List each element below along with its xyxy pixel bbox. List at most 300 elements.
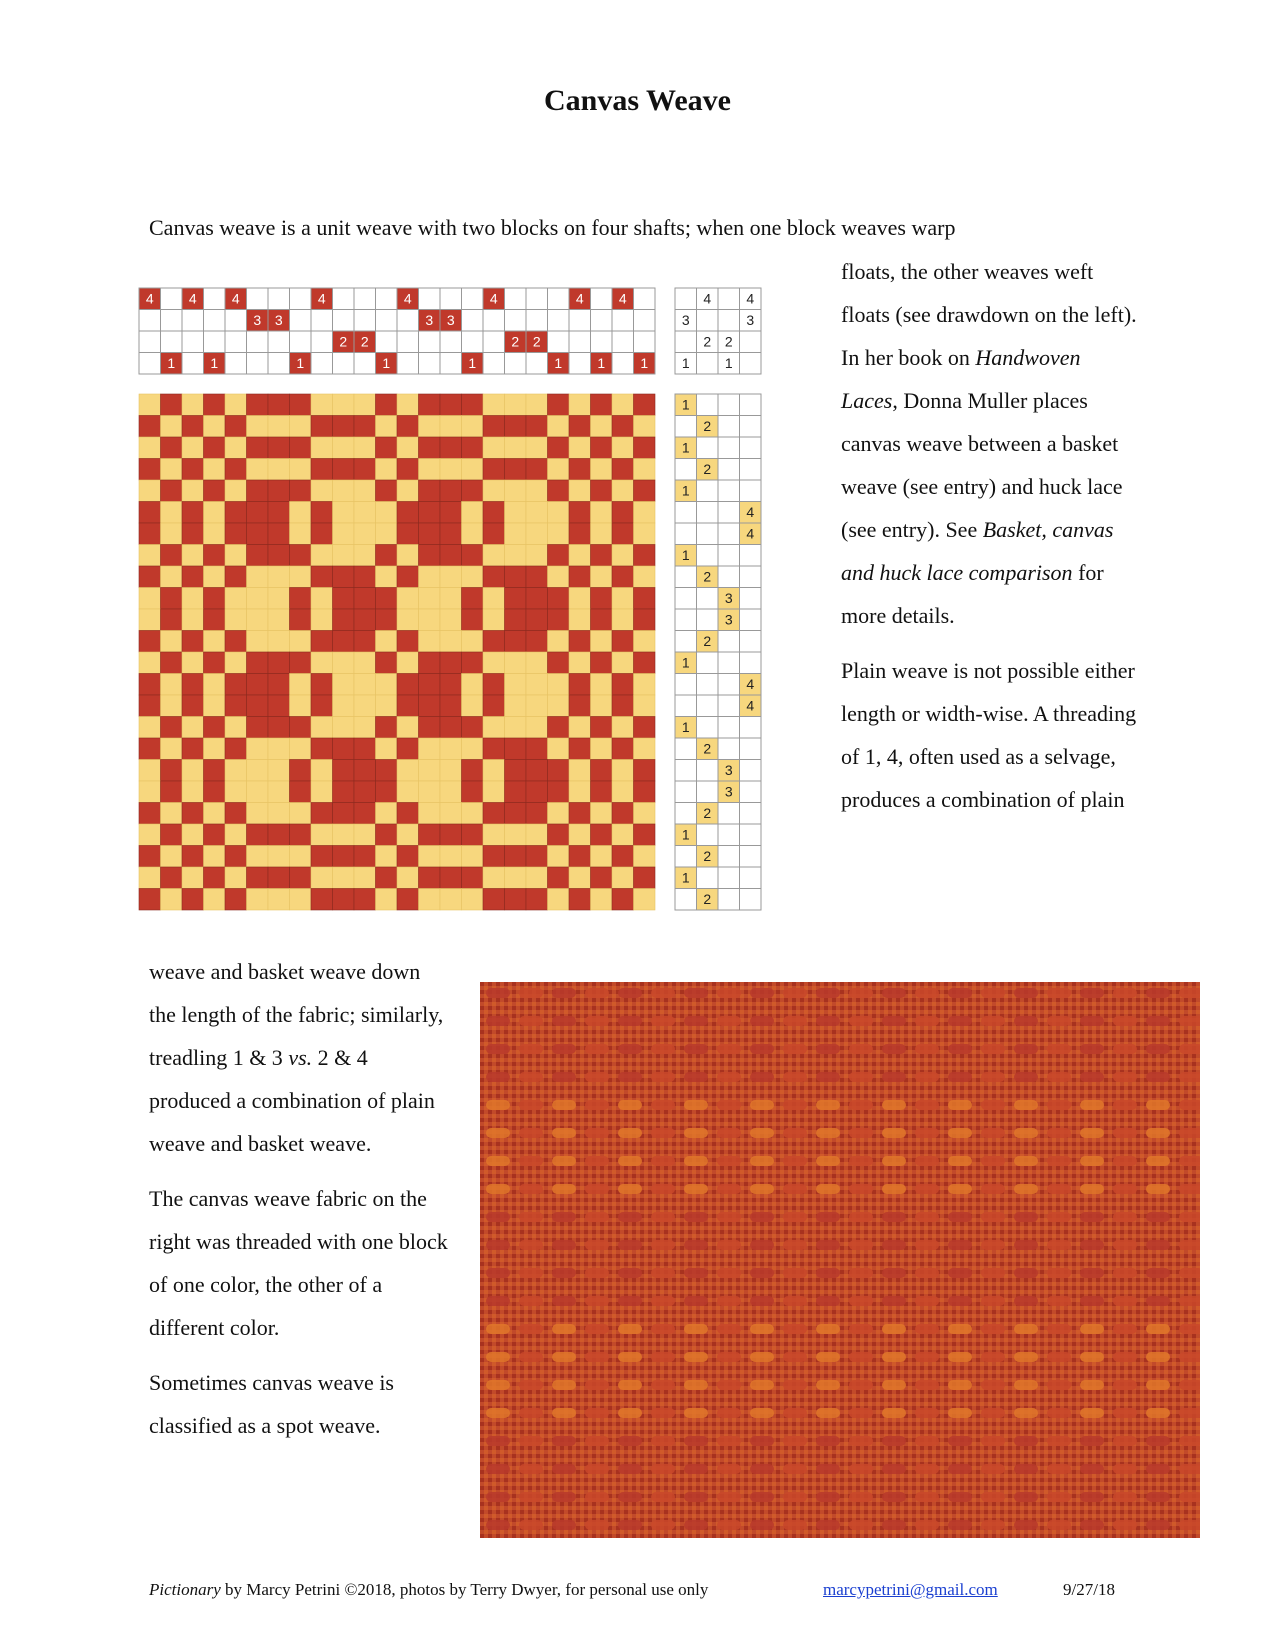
drawdown-cell <box>182 437 204 459</box>
fabric-float <box>1146 1380 1170 1390</box>
drawdown-cell <box>290 523 312 545</box>
fabric-float <box>651 1380 675 1390</box>
drawdown-cell <box>505 674 527 696</box>
drawdown-cell <box>225 803 247 825</box>
fabric-float <box>684 988 708 998</box>
threading-cell <box>526 353 548 375</box>
drawdown-cell <box>505 437 527 459</box>
fabric-float <box>915 1044 939 1054</box>
threading-cell <box>376 331 398 353</box>
drawdown-cell <box>505 566 527 588</box>
drawdown-cell <box>204 695 226 717</box>
fabric-float <box>1080 1184 1104 1194</box>
drawdown-cell <box>182 502 204 524</box>
threading-cell <box>591 331 613 353</box>
fabric-float <box>816 1072 840 1082</box>
drawdown-cell <box>419 695 441 717</box>
tieup-number: 2 <box>724 333 733 350</box>
fabric-float <box>1113 1408 1137 1418</box>
threading-cell <box>397 331 419 353</box>
drawdown-cell <box>462 717 484 739</box>
treadling-cell <box>740 416 762 438</box>
drawdown-cell <box>268 480 290 502</box>
drawdown-cell <box>483 545 505 567</box>
fabric-float <box>1014 1044 1038 1054</box>
tieup-cell <box>675 288 697 310</box>
fabric-float <box>1047 1380 1071 1390</box>
drawdown-cell <box>204 717 226 739</box>
drawdown-cell <box>354 803 376 825</box>
drawdown-cell <box>634 566 656 588</box>
fabric-float <box>486 1100 510 1110</box>
drawdown-cell <box>548 781 570 803</box>
fabric-float <box>1047 1464 1071 1474</box>
drawdown-cell <box>612 803 634 825</box>
treadling-cell <box>740 459 762 481</box>
drawdown-cell <box>569 738 591 760</box>
drawdown-cell <box>311 846 333 868</box>
fabric-float <box>486 1184 510 1194</box>
fabric-float <box>486 1408 510 1418</box>
drawdown-cell <box>139 437 161 459</box>
fabric-float <box>486 1464 510 1474</box>
treadling-cell <box>697 545 719 567</box>
fabric-float <box>948 1240 972 1250</box>
drawdown-cell <box>526 674 548 696</box>
threading-cell <box>268 288 290 310</box>
treadling-cell <box>697 674 719 696</box>
drawdown-cell <box>548 459 570 481</box>
treadling-cell <box>718 631 740 653</box>
threading-cell <box>290 331 312 353</box>
fabric-float <box>915 1436 939 1446</box>
fabric-float <box>519 1100 543 1110</box>
fabric-float <box>585 1520 609 1530</box>
fabric-float <box>1146 1100 1170 1110</box>
drawdown-cell <box>161 846 183 868</box>
threading-cell <box>526 310 548 332</box>
fabric-float <box>651 988 675 998</box>
fabric-float <box>486 1492 510 1502</box>
drawdown-cell <box>182 889 204 911</box>
drawdown-cell <box>161 695 183 717</box>
threading-number: 2 <box>532 333 541 350</box>
drawdown-cell <box>397 394 419 416</box>
fabric-float <box>750 1072 774 1082</box>
drawdown-cell <box>505 416 527 438</box>
fabric-float <box>552 1380 576 1390</box>
fabric-float <box>783 1352 807 1362</box>
fabric-float <box>717 1016 741 1026</box>
drawdown-cell <box>333 760 355 782</box>
drawdown-cell <box>505 652 527 674</box>
drawdown-cell <box>139 674 161 696</box>
threading-cell <box>397 310 419 332</box>
tieup-number: 4 <box>703 290 712 307</box>
fabric-float <box>1179 1520 1200 1530</box>
drawdown-cell <box>268 609 290 631</box>
fabric-float <box>618 1100 642 1110</box>
drawdown-cell <box>569 523 591 545</box>
drawdown-cell <box>290 459 312 481</box>
threading-cell <box>419 353 441 375</box>
fabric-float <box>684 1100 708 1110</box>
fabric-float <box>1113 1352 1137 1362</box>
treadling-cell <box>740 803 762 825</box>
drawdown-cell <box>397 781 419 803</box>
drawdown-cell <box>376 695 398 717</box>
drawdown-cell <box>247 566 269 588</box>
drawdown-cell <box>376 760 398 782</box>
fabric-float <box>981 1128 1005 1138</box>
fabric-float <box>519 1156 543 1166</box>
fabric-float <box>882 1492 906 1502</box>
drawdown-cell <box>397 652 419 674</box>
drawdown-cell <box>505 867 527 889</box>
drawdown-cell <box>204 459 226 481</box>
drawdown-cell <box>462 631 484 653</box>
drawdown-cell <box>354 394 376 416</box>
treadling-cell <box>675 695 697 717</box>
fabric-float <box>585 1184 609 1194</box>
drawdown-cell <box>311 459 333 481</box>
drawdown-cell <box>483 717 505 739</box>
fabric-float <box>1146 1128 1170 1138</box>
drawdown-cell <box>225 674 247 696</box>
drawdown-cell <box>161 781 183 803</box>
drawdown-cell <box>161 609 183 631</box>
left-paragraph-1: weave and basket weave down the length of the fabric; similarly, treadling 1 & 3 vs. 2 & 4 produced a combination of plain weave and basket weave. <box>149 959 444 1156</box>
drawdown-cell <box>268 846 290 868</box>
drawdown-cell <box>591 695 613 717</box>
drawdown-cell <box>505 631 527 653</box>
fabric-float <box>618 1520 642 1530</box>
tieup-grid <box>675 288 761 374</box>
drawdown-cell <box>548 545 570 567</box>
threading-cell <box>311 310 333 332</box>
treadling-cell <box>718 824 740 846</box>
drawdown-cell <box>612 824 634 846</box>
drawdown-cell <box>483 480 505 502</box>
drawdown-cell <box>225 889 247 911</box>
fabric-float <box>816 1464 840 1474</box>
fabric-float <box>981 988 1005 998</box>
threading-cell <box>462 331 484 353</box>
drawdown-cell <box>333 824 355 846</box>
fabric-float <box>585 1044 609 1054</box>
drawdown-cell <box>225 523 247 545</box>
treadling-cell <box>740 631 762 653</box>
fabric-float <box>783 1016 807 1026</box>
fabric-float <box>1047 1324 1071 1334</box>
fabric-float <box>1047 1128 1071 1138</box>
fabric-float <box>882 988 906 998</box>
fabric-float <box>585 1464 609 1474</box>
threading-cell <box>440 331 462 353</box>
fabric-float <box>585 1352 609 1362</box>
fabric-float <box>750 1408 774 1418</box>
footer-book-title: Pictionary <box>149 1580 221 1599</box>
fabric-float <box>1014 1464 1038 1474</box>
drawdown-cell <box>204 416 226 438</box>
drawdown-cell <box>268 588 290 610</box>
fabric-float <box>1080 1268 1104 1278</box>
drawdown-cell <box>591 545 613 567</box>
threading-cell <box>376 310 398 332</box>
fabric-float <box>816 1380 840 1390</box>
drawdown-cell <box>591 437 613 459</box>
drawdown-cell <box>569 588 591 610</box>
fabric-float <box>519 1072 543 1082</box>
treadling-cell <box>697 867 719 889</box>
drawdown-cell <box>247 459 269 481</box>
fabric-float <box>717 1156 741 1166</box>
treadling-cell <box>718 416 740 438</box>
drawdown-cell <box>548 437 570 459</box>
threading-cell <box>419 288 441 310</box>
threading-cell <box>612 331 634 353</box>
fabric-float <box>585 1408 609 1418</box>
drawdown-cell <box>548 867 570 889</box>
threading-cell <box>333 310 355 332</box>
fabric-float <box>519 1016 543 1026</box>
fabric-float <box>552 1520 576 1530</box>
fabric-float <box>882 1156 906 1166</box>
threading-number: 4 <box>618 290 627 307</box>
threading-number: 1 <box>640 355 649 371</box>
fabric-float <box>882 1072 906 1082</box>
drawdown-cell <box>569 437 591 459</box>
drawdown-cell <box>505 609 527 631</box>
drawdown-cell <box>311 588 333 610</box>
fabric-float <box>783 1492 807 1502</box>
threading-cell <box>440 353 462 375</box>
fabric-float <box>783 1184 807 1194</box>
drawdown-cell <box>182 803 204 825</box>
fabric-float <box>717 1212 741 1222</box>
fabric-float <box>1047 1268 1071 1278</box>
treadling-cell <box>675 416 697 438</box>
fabric-float <box>1179 1408 1200 1418</box>
drawdown-cell <box>311 502 333 524</box>
drawdown-cell <box>268 437 290 459</box>
drawdown-cell <box>548 760 570 782</box>
treadling-cell <box>697 695 719 717</box>
fabric-float <box>651 1324 675 1334</box>
drawdown-cell <box>440 609 462 631</box>
drawdown-cell <box>526 437 548 459</box>
drawdown-cell <box>290 609 312 631</box>
threading-cell <box>612 353 634 375</box>
fabric-float <box>651 1212 675 1222</box>
fabric-float <box>684 1520 708 1530</box>
drawdown-cell <box>354 781 376 803</box>
drawdown-cell <box>526 416 548 438</box>
page-title: Canvas Weave <box>544 84 731 117</box>
drawdown-cell <box>612 760 634 782</box>
fabric-float <box>1014 988 1038 998</box>
fabric-float <box>618 988 642 998</box>
fabric-float <box>585 1492 609 1502</box>
drawdown-cell <box>483 781 505 803</box>
fabric-float <box>948 1408 972 1418</box>
drawdown-cell <box>311 760 333 782</box>
drawdown-cell <box>397 867 419 889</box>
drawdown-cell <box>333 846 355 868</box>
drawdown-cell <box>419 717 441 739</box>
treadling-cell <box>718 867 740 889</box>
drawdown-cell <box>225 609 247 631</box>
drawdown-cell <box>440 502 462 524</box>
drawdown-cell <box>311 545 333 567</box>
threading-cell <box>161 288 183 310</box>
left-paragraph-2: The canvas weave fabric on the right was threaded with one block of one color, the other of a different color. <box>149 1186 448 1340</box>
drawdown-cell <box>419 416 441 438</box>
drawdown-cell <box>247 437 269 459</box>
fabric-float <box>1047 1212 1071 1222</box>
drawdown-cell <box>591 480 613 502</box>
drawdown-cell <box>333 674 355 696</box>
fabric-float <box>816 1156 840 1166</box>
fabric-float <box>1146 1464 1170 1474</box>
drawdown-cell <box>440 394 462 416</box>
drawdown-cell <box>397 523 419 545</box>
drawdown-cell <box>612 545 634 567</box>
drawdown-cell <box>612 889 634 911</box>
fabric-float <box>1146 1436 1170 1446</box>
drawdown-cell <box>440 824 462 846</box>
fabric-float <box>981 1044 1005 1054</box>
threading-number: 1 <box>468 355 477 371</box>
treadling-number: 1 <box>681 439 690 456</box>
treadling-cell <box>718 803 740 825</box>
drawdown-cell <box>419 803 441 825</box>
drawdown-cell <box>247 674 269 696</box>
drawdown-cell <box>139 652 161 674</box>
drawdown-cell <box>397 416 419 438</box>
drawdown-cell <box>354 867 376 889</box>
fabric-float <box>1146 1520 1170 1530</box>
fabric-float <box>915 1380 939 1390</box>
fabric-float <box>750 1128 774 1138</box>
treadling-number: 4 <box>746 697 755 714</box>
tieup-cell <box>718 288 740 310</box>
treadling-cell <box>718 695 740 717</box>
drawdown-cell <box>548 394 570 416</box>
threading-cell <box>139 331 161 353</box>
treadling-number: 2 <box>703 848 712 864</box>
fabric-float <box>750 1100 774 1110</box>
fabric-float <box>981 1212 1005 1222</box>
drawdown-cell <box>440 846 462 868</box>
tieup-cell <box>740 353 762 375</box>
fabric-float <box>717 1408 741 1418</box>
fabric-float <box>915 1128 939 1138</box>
footer-date: 9/27/18 <box>1063 1580 1115 1599</box>
drawdown-grid <box>139 394 655 910</box>
treadling-cell <box>697 523 719 545</box>
fabric-float <box>948 1212 972 1222</box>
drawdown-cell <box>419 523 441 545</box>
fabric-float <box>1146 988 1170 998</box>
fabric-float <box>783 1436 807 1446</box>
drawdown-cell <box>526 545 548 567</box>
threading-cell <box>290 310 312 332</box>
fabric-float <box>552 1240 576 1250</box>
fabric-float <box>1179 1016 1200 1026</box>
drawdown-cell <box>569 695 591 717</box>
fabric-photo <box>480 982 1200 1538</box>
drawdown-cell <box>612 652 634 674</box>
drawdown-cell <box>591 717 613 739</box>
drawdown-cell <box>612 738 634 760</box>
email-link[interactable]: marcypetrini@gmail.com <box>823 1580 998 1599</box>
fabric-float <box>519 1436 543 1446</box>
drawdown-cell <box>634 394 656 416</box>
drawdown-cell <box>290 846 312 868</box>
drawdown-cell <box>161 760 183 782</box>
treadling-cell <box>675 803 697 825</box>
fabric-float <box>618 1072 642 1082</box>
drawdown-cell <box>376 824 398 846</box>
treadling-number: 3 <box>724 762 733 778</box>
drawdown-cell <box>483 566 505 588</box>
fabric-float <box>1146 1492 1170 1502</box>
treadling-number: 1 <box>681 482 690 499</box>
fabric-float <box>1047 1016 1071 1026</box>
drawdown-cell <box>526 480 548 502</box>
threading-cell <box>569 331 591 353</box>
drawdown-cell <box>397 502 419 524</box>
fabric-float <box>618 1464 642 1474</box>
fabric-float <box>519 1380 543 1390</box>
drawdown-cell <box>419 652 441 674</box>
drawdown-cell <box>182 717 204 739</box>
drawdown-cell <box>225 652 247 674</box>
drawdown-cell <box>569 846 591 868</box>
drawdown-cell <box>505 523 527 545</box>
fabric-float <box>552 1436 576 1446</box>
fabric-float <box>717 1044 741 1054</box>
fabric-float <box>882 1184 906 1194</box>
drawdown-cell <box>333 781 355 803</box>
drawdown-cell <box>333 803 355 825</box>
drawdown-cell <box>139 717 161 739</box>
treadling-cell <box>740 760 762 782</box>
drawdown-cell <box>268 502 290 524</box>
fabric-float <box>816 1296 840 1306</box>
drawdown-cell <box>376 437 398 459</box>
fabric-float <box>1047 1184 1071 1194</box>
drawdown-cell <box>139 416 161 438</box>
fabric-float <box>717 1128 741 1138</box>
drawdown-cell <box>440 889 462 911</box>
fabric-float <box>717 1492 741 1502</box>
drawdown-cell <box>290 566 312 588</box>
fabric-float <box>717 1324 741 1334</box>
drawdown-cell <box>440 760 462 782</box>
drawdown-cell <box>548 588 570 610</box>
fabric-float <box>1080 1492 1104 1502</box>
drawdown-cell <box>505 695 527 717</box>
drawdown-cell <box>182 738 204 760</box>
fabric-float <box>1179 1352 1200 1362</box>
fabric-float <box>1113 1240 1137 1250</box>
drawdown-cell <box>182 824 204 846</box>
fabric-float <box>1047 1240 1071 1250</box>
drawdown-cell <box>333 459 355 481</box>
drawdown-cell <box>204 738 226 760</box>
